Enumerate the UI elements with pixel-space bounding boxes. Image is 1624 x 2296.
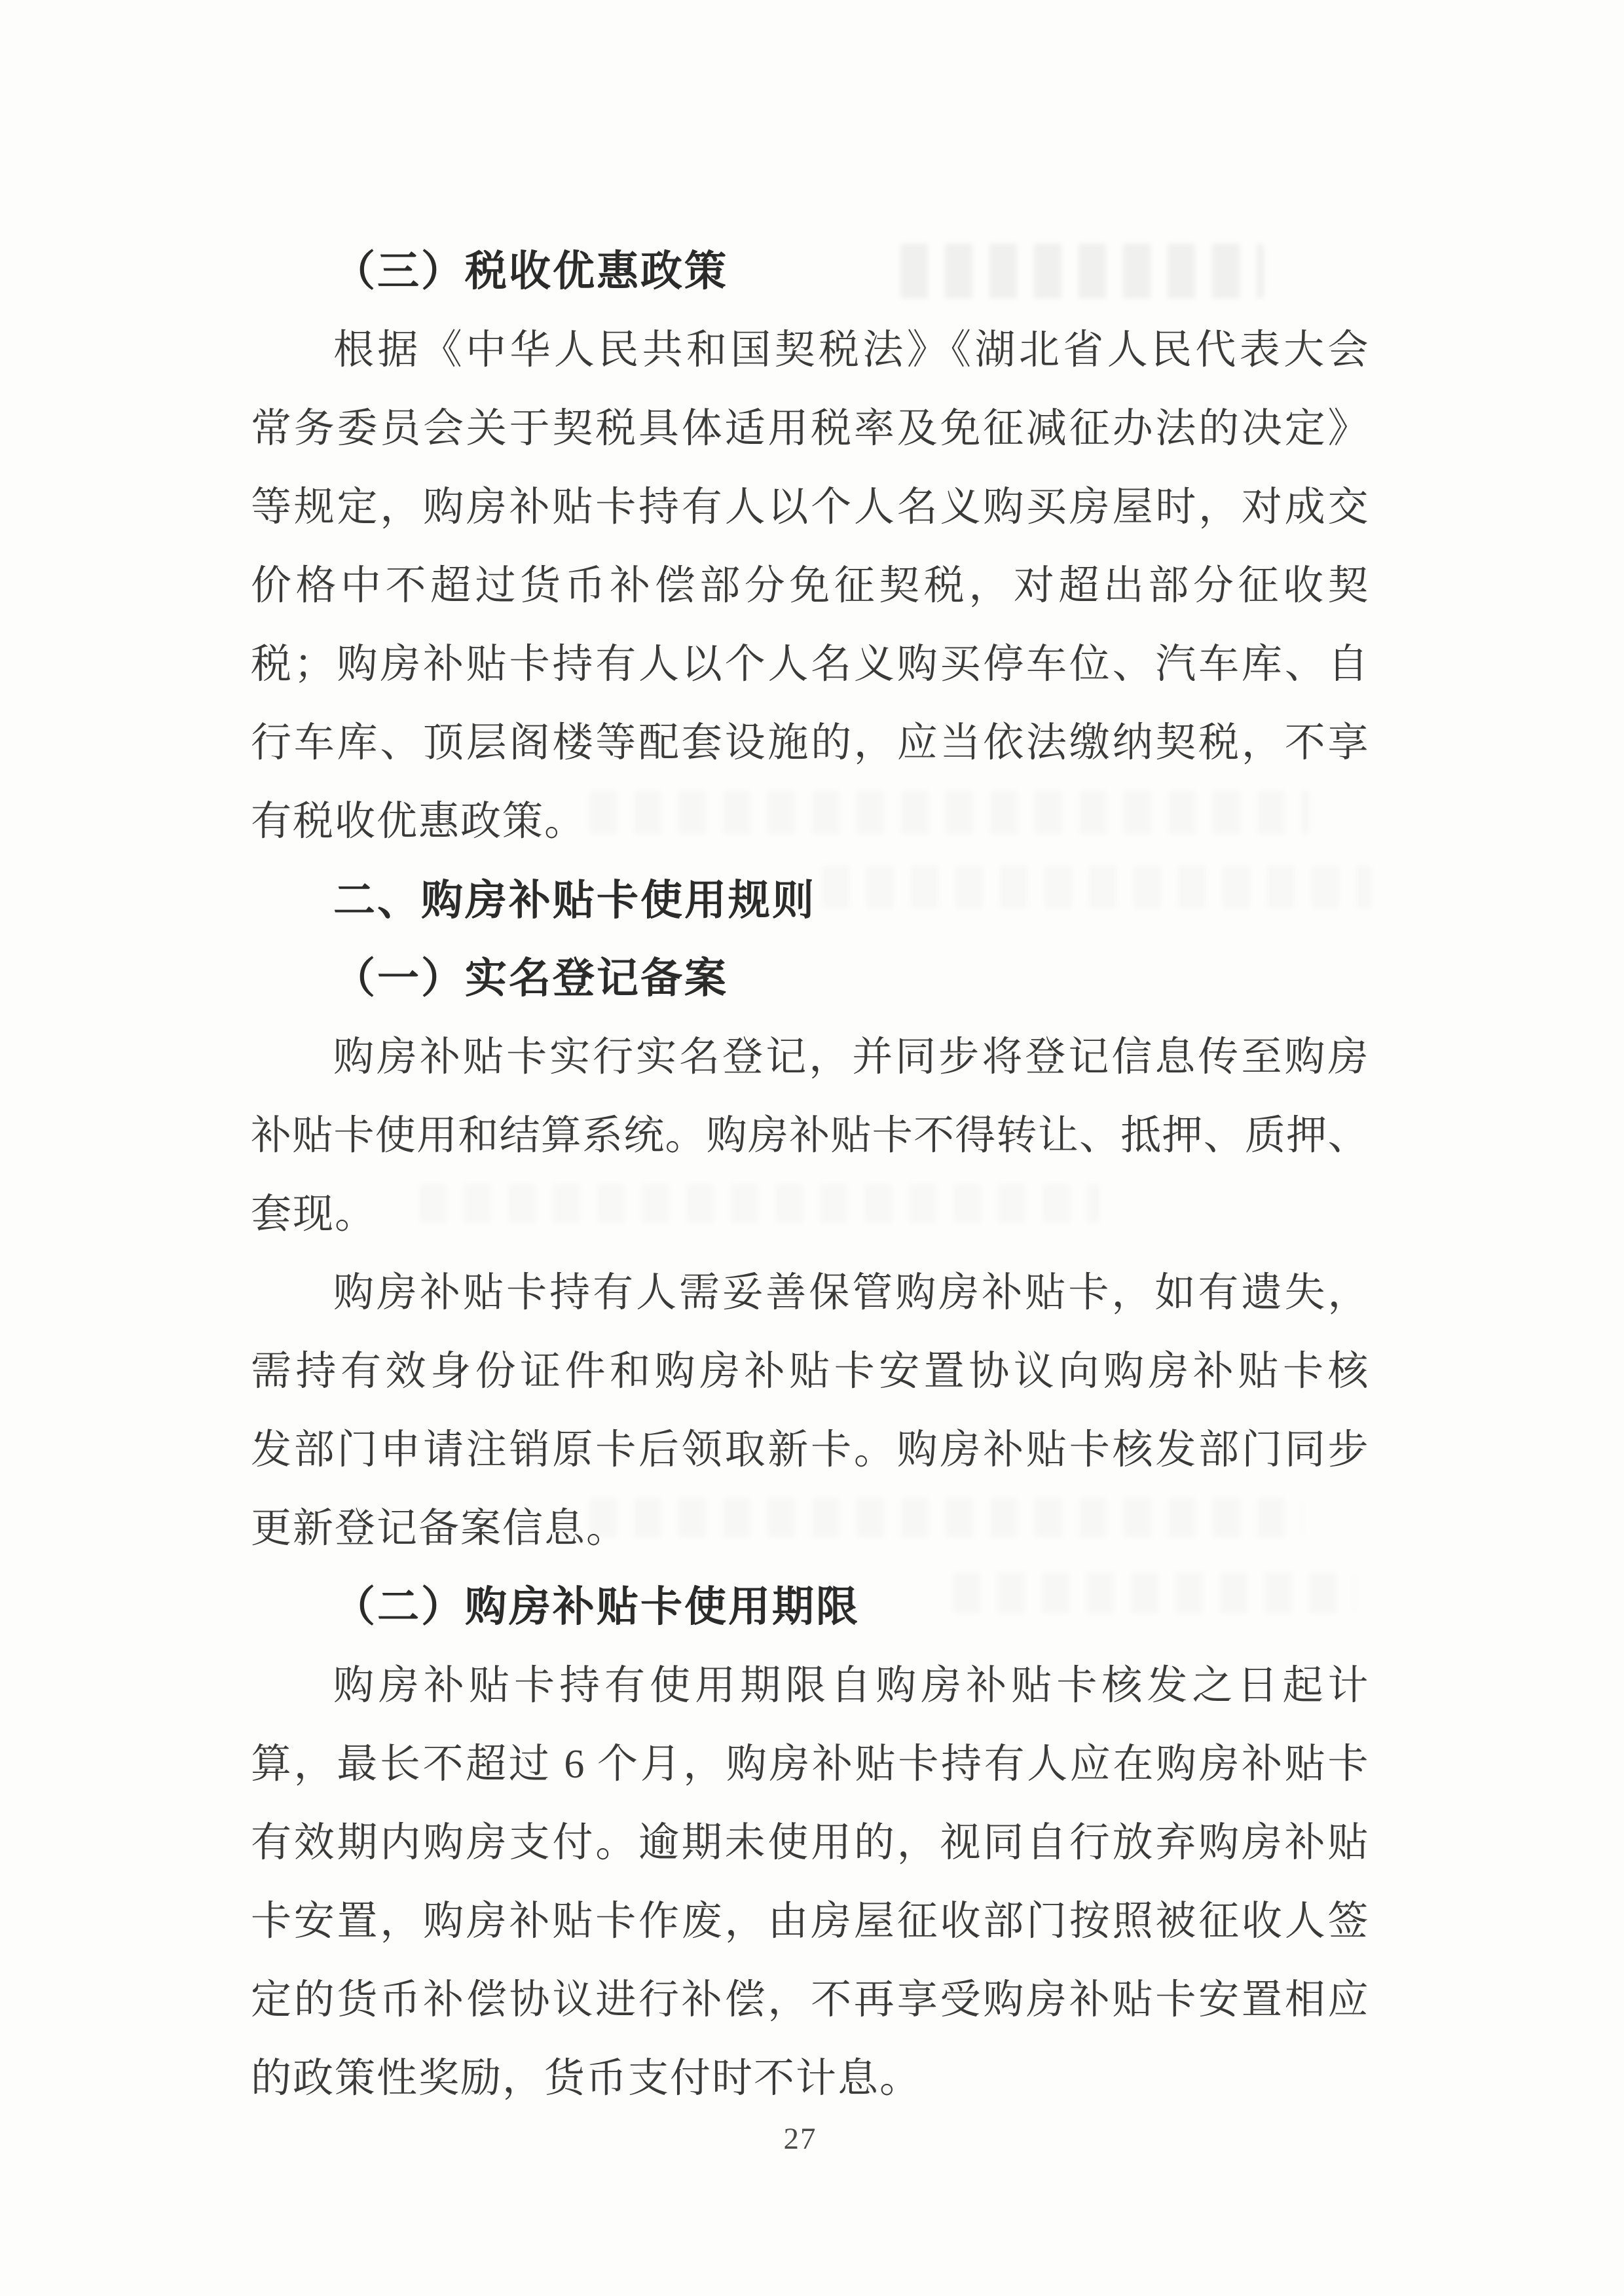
text-line: 更新登记备案信息。 <box>251 1506 629 1551</box>
section-heading: （二）购房补贴卡使用期限 <box>333 1584 860 1630</box>
text-line: 购房补贴卡实行实名登记，并同步将登记信息传至购房 <box>333 1035 1369 1080</box>
text-line: 算，最长不超过 6 个月，购房补贴卡持有人应在购房补贴卡 <box>251 1742 1369 1787</box>
text-line: 根据《中华人民共和国契税法》《湖北省人民代表大会 <box>333 328 1369 373</box>
section-heading: 二、购房补贴卡使用规则 <box>333 877 816 924</box>
text-line: 税；购房补贴卡持有人以个人名义购买停车位、汽车库、自 <box>251 642 1369 687</box>
text-line: 发部门申请注销原卡后领取新卡。购房补贴卡核发部门同步 <box>251 1428 1369 1472</box>
text-line: 行车库、顶层阁楼等配套设施的，应当依法缴纳契税，不享 <box>251 721 1369 765</box>
section-heading: （一）实名登记备案 <box>333 955 728 1002</box>
text-line: 补贴卡使用和结算系统。购房补贴卡不得转让、抵押、质押、 <box>251 1114 1369 1158</box>
section-heading: （三）税收优惠政策 <box>333 248 728 295</box>
text-line: 有税收优惠政策。 <box>251 799 587 844</box>
page-number: 27 <box>783 2122 817 2156</box>
text-line: 套现。 <box>251 1192 377 1237</box>
text-line: 的政策性奖励，货币支付时不计息。 <box>251 2056 922 2101</box>
text-line: 卡安置，购房补贴卡作废，由房屋征收部门按照被征收人签 <box>251 1899 1369 1944</box>
text-line: 购房补贴卡持有使用期限自购房补贴卡核发之日起计 <box>333 1664 1369 1708</box>
text-block <box>251 232 1369 2118</box>
text-line: 购房补贴卡持有人需妥善保管购房补贴卡，如有遗失， <box>333 1271 1369 1315</box>
text-line: 有效期内购房支付。逾期未使用的，视同自行放弃购房补贴 <box>251 1821 1369 1865</box>
text-line: 等规定，购房补贴卡持有人以个人名义购买房屋时，对成交 <box>251 485 1369 530</box>
text-line: 需持有效身份证件和购房补贴卡安置协议向购房补贴卡核 <box>251 1349 1369 1394</box>
text-line: 定的货币补偿协议进行补偿，不再享受购房补贴卡安置相应 <box>251 1978 1369 2022</box>
text-line: 常务委员会关于契税具体适用税率及免征减征办法的决定》 <box>251 407 1369 451</box>
text-line: 价格中不超过货币补偿部分免征契税，对超出部分征收契 <box>251 564 1369 608</box>
